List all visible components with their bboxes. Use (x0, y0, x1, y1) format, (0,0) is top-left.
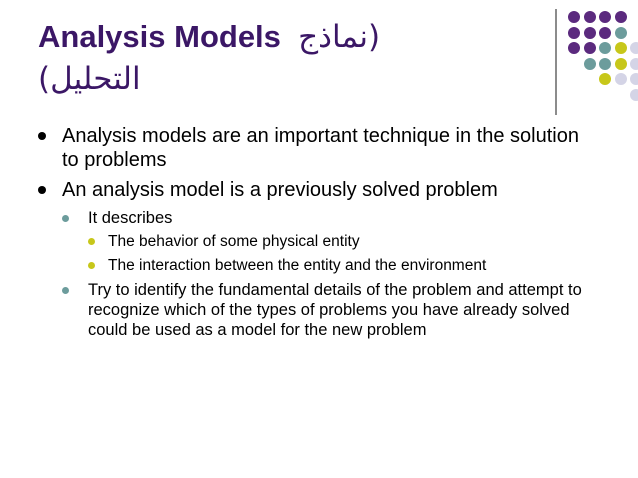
decorative-dot (599, 42, 611, 54)
sub-sub-bullet-text: The behavior of some physical entity (108, 233, 360, 250)
sub-bullet-item (38, 280, 598, 340)
sub-bullet-text: Try to identify the fundamental details of the problem and attempt to recognize which of the types of problems you have already solved could be used as a model for the new problem (88, 281, 582, 339)
sub-bullet-icon (62, 287, 69, 294)
decorative-dot (630, 58, 638, 70)
bullet-text: An analysis model is a previously solved problem (62, 179, 498, 201)
decorative-dot (615, 73, 627, 85)
sub-bullet-text: It describes (88, 209, 173, 227)
decorative-dot (584, 11, 596, 23)
decorative-dot (599, 73, 611, 85)
decorative-dot (568, 11, 580, 23)
title-arabic-first: (نماذج (298, 19, 381, 55)
decorative-dot (615, 58, 627, 70)
bullet-item (38, 178, 598, 202)
slide-title (38, 16, 528, 100)
bullet-list (38, 124, 598, 344)
sub-sub-bullet-item (38, 256, 598, 276)
decorative-dot (584, 27, 596, 39)
decorative-dot (584, 42, 596, 54)
decorative-dot (615, 11, 627, 23)
bullet-icon (38, 132, 46, 140)
decorative-dot (630, 42, 638, 54)
sub-sub-bullet-icon (88, 238, 95, 245)
divider-line (555, 9, 557, 115)
title-text: Analysis Models (38, 19, 281, 54)
decorative-dot (599, 27, 611, 39)
bullet-icon (38, 186, 46, 194)
decorative-dot (615, 42, 627, 54)
sub-sub-bullet-item (38, 232, 598, 252)
bullet-text: Analysis models are an important technique in the solution to problems (62, 125, 579, 171)
decorative-dot (599, 11, 611, 23)
title-arabic-second: التحليل) (38, 61, 141, 97)
decorative-dot (599, 58, 611, 70)
sub-bullet-item (38, 208, 598, 228)
decorative-dot-grid (568, 11, 636, 101)
decorative-dot (630, 89, 638, 101)
decorative-dot (584, 58, 596, 70)
sub-sub-bullet-icon (88, 262, 95, 269)
decorative-dot (568, 27, 580, 39)
decorative-dot (615, 27, 627, 39)
sub-bullet-icon (62, 215, 69, 222)
decorative-dot (568, 42, 580, 54)
bullet-item (38, 124, 598, 172)
decorative-dot (630, 73, 638, 85)
sub-sub-bullet-text: The interaction between the entity and the environment (108, 257, 487, 274)
